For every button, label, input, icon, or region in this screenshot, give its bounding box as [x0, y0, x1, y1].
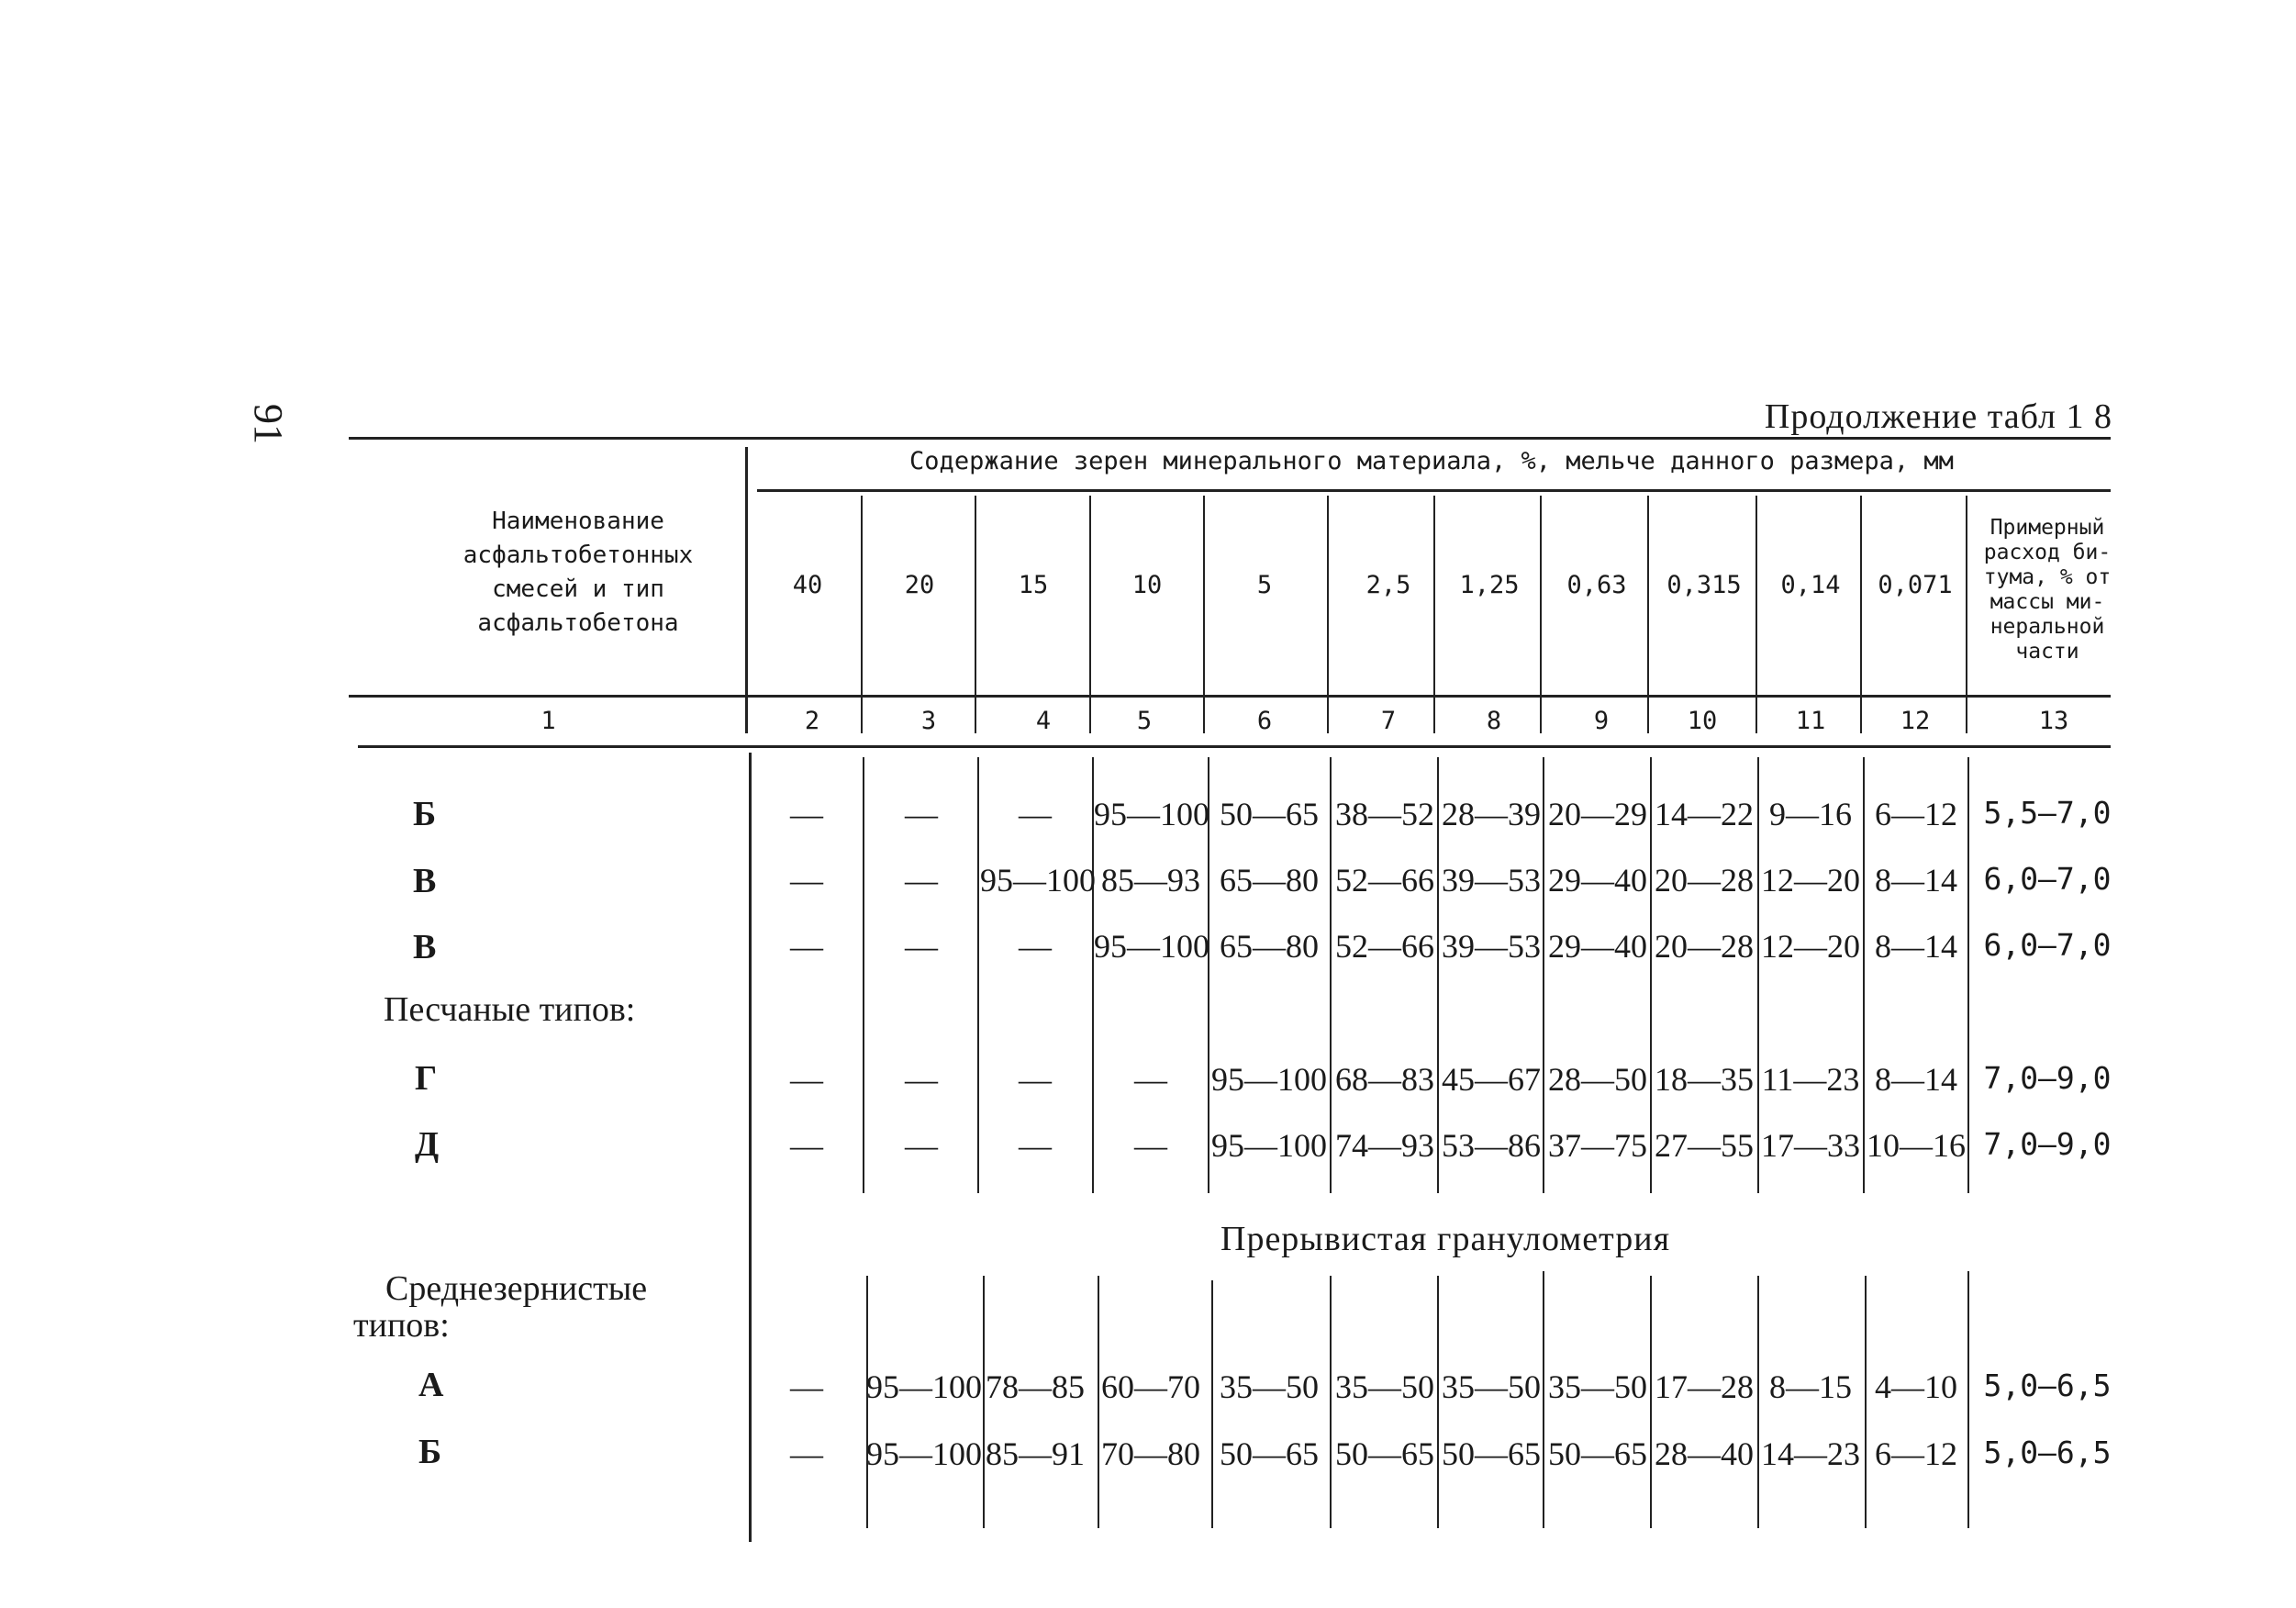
table-cell: 50—65 [1220, 1435, 1319, 1472]
vline-body-lower [1330, 1276, 1332, 1528]
table-cell: 52—66 [1335, 862, 1434, 899]
row-label: Г [415, 1059, 438, 1098]
row-label: Д [415, 1125, 440, 1164]
table-cell: — [790, 796, 823, 832]
table-cell: — [1019, 1127, 1052, 1164]
column-number: 13 [2038, 707, 2069, 735]
header-size: 5 [1256, 571, 1273, 599]
vline-body [863, 757, 864, 1193]
rule-header-bottom [349, 695, 2111, 698]
vline-header [1433, 496, 1435, 733]
rule-column-numbers-bottom [358, 745, 2111, 748]
table-cell: — [1134, 1127, 1167, 1164]
table-cell: 65—80 [1220, 862, 1319, 899]
column-number: 11 [1795, 707, 1826, 735]
table-cell: 45—67 [1442, 1061, 1541, 1098]
group-label-sand: Песчаные типов: [384, 990, 636, 1029]
column-number: 2 [804, 707, 820, 735]
vline-header [1647, 496, 1649, 733]
vline-header [975, 496, 976, 733]
row-label: Б [418, 1433, 442, 1471]
header-name-line: смесей и тип [492, 575, 664, 603]
vline-header [1540, 496, 1542, 733]
vline-header [1327, 496, 1329, 733]
table-cell: 14—23 [1761, 1435, 1860, 1472]
row-label: Б [413, 795, 437, 833]
table-cell: 29—40 [1548, 862, 1647, 899]
header-bitumen-line: массы ми- [1989, 590, 2105, 614]
table-cell: 8—14 [1875, 928, 1957, 965]
row-label: В [413, 862, 437, 900]
table-cell: 28—40 [1655, 1435, 1754, 1472]
vline-header [745, 447, 748, 733]
table-cell: 28—50 [1548, 1061, 1647, 1098]
section-title: Прерывистая гранулометрия [1220, 1220, 1671, 1258]
table-cell: — [905, 796, 938, 832]
table-cell: — [1019, 928, 1052, 965]
header-size: 10 [1131, 571, 1163, 599]
header-size: 0,63 [1566, 571, 1627, 599]
table-cell: 6,0—7,0 [1983, 927, 2112, 963]
table-cell: — [790, 862, 823, 899]
table-cell: 85—91 [986, 1435, 1085, 1472]
table-cell: 7,0—9,0 [1983, 1060, 2112, 1096]
table-cell: 28—39 [1442, 796, 1541, 832]
table-cell: 4—10 [1875, 1368, 1957, 1405]
table-cell: — [905, 928, 938, 965]
table-cell: 9—16 [1769, 796, 1852, 832]
header-bitumen-line: неральной [1989, 615, 2105, 639]
table-cell: — [790, 1435, 823, 1472]
table-cell: 6—12 [1875, 796, 1957, 832]
header-size: 0,071 [1878, 571, 1953, 599]
table-cell: 5,0—6,5 [1983, 1368, 2112, 1403]
header-size: 0,315 [1666, 571, 1742, 599]
table-cell: 38—52 [1335, 796, 1434, 832]
table-cell: 5,5—7,0 [1983, 795, 2112, 831]
column-number: 10 [1687, 707, 1718, 735]
table-cell: 12—20 [1761, 862, 1860, 899]
table-cell: 27—55 [1655, 1127, 1754, 1164]
header-bitumen-line: расход би- [1983, 541, 2112, 564]
group-label-medium-line: типов: [353, 1306, 450, 1345]
row-label: А [418, 1366, 444, 1404]
table-cell: 53—86 [1442, 1127, 1541, 1164]
vline-header [1860, 496, 1862, 733]
table-cell: 70—80 [1101, 1435, 1200, 1472]
table-cell: 74—93 [1335, 1127, 1434, 1164]
vline-header [1089, 496, 1091, 733]
table-cell: 12—20 [1761, 928, 1860, 965]
column-number: 1 [541, 707, 556, 735]
vline-header [1755, 496, 1757, 733]
table-cell: 65—80 [1220, 928, 1319, 965]
table-cell: — [1134, 1061, 1167, 1098]
table-cell: 8—14 [1875, 862, 1957, 899]
table-cell: 37—75 [1548, 1127, 1647, 1164]
header-name-line: Наименование [492, 508, 664, 535]
table-cell: 95—100 [1094, 928, 1209, 965]
table-cell: 95—100 [1211, 1061, 1327, 1098]
table-cell: 20—28 [1655, 928, 1754, 965]
header-bitumen-line: тума, % от [1983, 565, 2112, 589]
table-cell: 5,0—6,5 [1983, 1435, 2112, 1470]
table-cell: 50—65 [1442, 1435, 1541, 1472]
table-cell: 8—14 [1875, 1061, 1957, 1098]
column-number: 8 [1486, 707, 1502, 735]
table-cell: 6—12 [1875, 1435, 1957, 1472]
table-cell: 50—65 [1548, 1435, 1647, 1472]
table-cell: 68—83 [1335, 1061, 1434, 1098]
table-cell: 50—65 [1335, 1435, 1434, 1472]
table-cell: 17—28 [1655, 1368, 1754, 1405]
column-number: 4 [1035, 707, 1052, 735]
table-cell: 20—29 [1548, 796, 1647, 832]
header-size: 40 [792, 571, 823, 599]
header-bitumen-column [1969, 516, 2125, 664]
table-cell: 29—40 [1548, 928, 1647, 965]
table-cell: — [790, 1127, 823, 1164]
column-number: 7 [1380, 707, 1397, 735]
header-size: 20 [904, 571, 935, 599]
continuation-caption: Продолжение табл 1 8 [1764, 397, 2112, 436]
table-cell: 39—53 [1442, 928, 1541, 965]
table-cell: — [905, 1127, 938, 1164]
table-cell: 95—100 [866, 1435, 982, 1472]
table-cell: 95—100 [1094, 796, 1209, 832]
page-number: 91 [246, 404, 291, 444]
group-label-medium [353, 1270, 647, 1344]
vline-body [977, 757, 979, 1193]
table-cell: — [905, 862, 938, 899]
row-label: В [413, 928, 437, 966]
vline-header [1203, 496, 1205, 733]
vline-body [1330, 757, 1332, 1193]
header-size: 2,5 [1365, 571, 1411, 599]
header-bitumen-line: части [2015, 640, 2079, 664]
table-cell: 17—33 [1761, 1127, 1860, 1164]
header-size: 0,14 [1780, 571, 1841, 599]
column-number: 12 [1900, 707, 1931, 735]
table-cell: — [790, 928, 823, 965]
table-cell: — [790, 1061, 823, 1098]
header-bitumen-line: Примерный [1989, 516, 2105, 540]
table-cell: 50—65 [1220, 796, 1319, 832]
table-cell: 11—23 [1761, 1061, 1860, 1098]
table-cell: 35—50 [1220, 1368, 1319, 1405]
column-number: 6 [1256, 707, 1273, 735]
vline-body [749, 753, 752, 1542]
header-size: 1,25 [1459, 571, 1520, 599]
table-cell: 6,0—7,0 [1983, 861, 2112, 897]
header-name-column [385, 505, 771, 641]
table-cell: 95—100 [980, 862, 1096, 899]
table-cell: 35—50 [1548, 1368, 1647, 1405]
table-cell: 52—66 [1335, 928, 1434, 965]
rule-under-group-title [757, 489, 2111, 492]
rule-top [349, 437, 2111, 440]
table-cell: 8—15 [1769, 1368, 1852, 1405]
vline-header [1966, 496, 1967, 733]
table-cell: 60—70 [1101, 1368, 1200, 1405]
table-cell: — [790, 1368, 823, 1405]
table-cell: 39—53 [1442, 862, 1541, 899]
column-number: 9 [1593, 707, 1610, 735]
table-cell: 35—50 [1442, 1368, 1541, 1405]
table-cell: — [905, 1061, 938, 1098]
table-cell: 18—35 [1655, 1061, 1754, 1098]
table-cell: 7,0—9,0 [1983, 1126, 2112, 1162]
header-name-line: асфальтобетона [477, 609, 679, 637]
table-cell: 20—28 [1655, 862, 1754, 899]
column-number: 3 [920, 707, 937, 735]
table-cell: 78—85 [986, 1368, 1085, 1405]
header-name-line: асфальтобетонных [463, 542, 694, 569]
table-cell: 10—16 [1867, 1127, 1966, 1164]
vline-header [861, 496, 863, 733]
header-size: 15 [1018, 571, 1049, 599]
table-cell: 35—50 [1335, 1368, 1434, 1405]
table-cell: 95—100 [866, 1368, 982, 1405]
table-cell: 85—93 [1101, 862, 1200, 899]
header-group-title: Содержание зерен минерального материала, %, мельче данного размера, мм [909, 447, 1954, 475]
table-cell: 14—22 [1655, 796, 1754, 832]
table-cell: — [1019, 796, 1052, 832]
table-cell: 95—100 [1211, 1127, 1327, 1164]
group-label-medium-line: Среднезернистые [385, 1269, 648, 1308]
column-number: 5 [1136, 707, 1153, 735]
table-cell: — [1019, 1061, 1052, 1098]
